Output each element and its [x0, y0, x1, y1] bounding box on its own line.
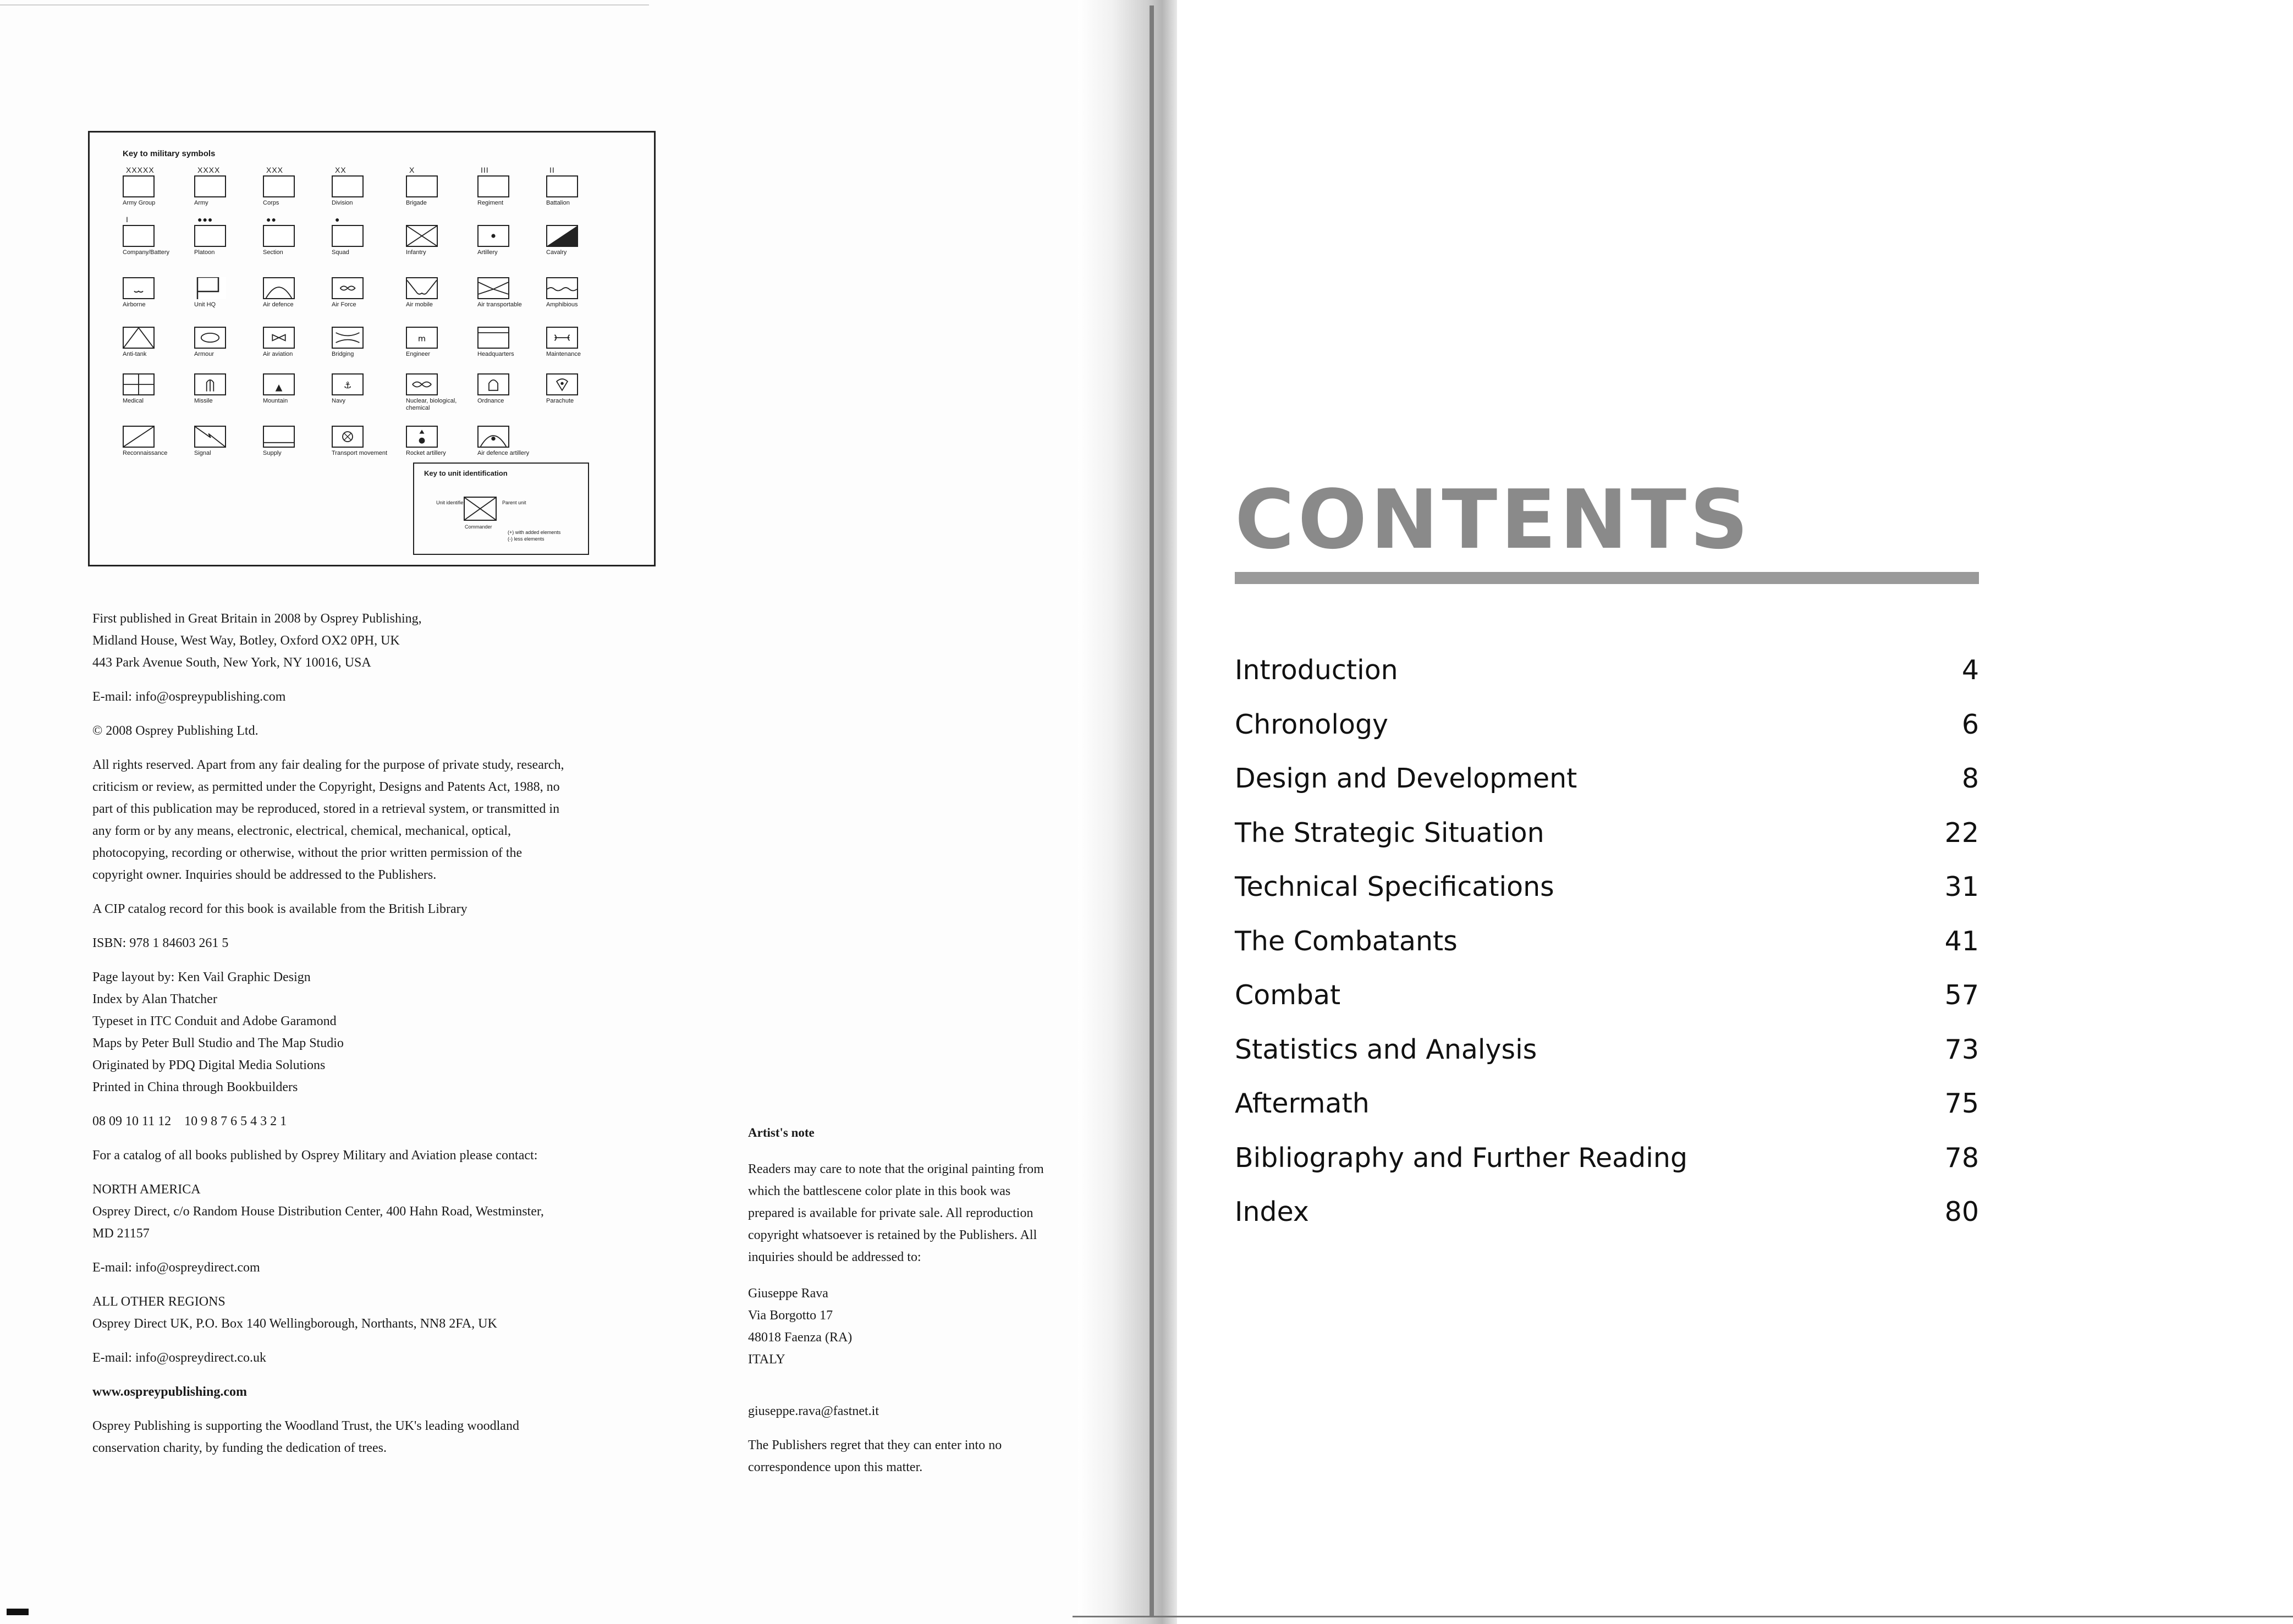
echelon-mark	[332, 317, 398, 327]
toc-entry-title: Bibliography and Further Reading	[1235, 1142, 1688, 1174]
echelon-mark	[194, 364, 260, 373]
military-symbol	[263, 317, 329, 358]
symbol-label: Air defence	[263, 301, 294, 308]
echelon-mark	[406, 215, 472, 225]
artist-address-line: 48018 Faenza (RA)	[748, 1330, 853, 1345]
toc-entry-page: 22	[1944, 817, 1979, 849]
military-symbols-key	[88, 131, 656, 566]
symbol-label: Headquarters	[477, 351, 514, 357]
symbol-frame	[123, 327, 155, 349]
rights-line: photocopying, recording or otherwise, without the prior written permission of the	[92, 846, 523, 860]
symbol-label: Division	[332, 200, 353, 206]
isbn-line: ISBN: 978 1 84603 261 5	[92, 936, 229, 950]
key-title: Key to military symbols	[123, 149, 216, 158]
echelon-mark	[546, 317, 612, 327]
military-symbol	[406, 317, 472, 358]
military-symbol	[546, 317, 612, 358]
credits-list	[92, 966, 664, 1098]
artist-address-line: Giuseppe Rava	[748, 1286, 828, 1301]
commander-label: Commander	[465, 524, 492, 530]
symbol-label: Navy	[332, 398, 346, 404]
symbol-label: Transport movement	[332, 450, 388, 456]
symbol-label: Company/Battery	[123, 249, 169, 256]
artist-note-line: inquiries should be addressed to:	[748, 1250, 921, 1264]
symbol-frame	[477, 277, 509, 299]
echelon-mark	[477, 416, 543, 426]
toc-entry-page: 31	[1944, 871, 1979, 902]
toc-entry[interactable]	[1235, 979, 1979, 1034]
military-symbol	[123, 364, 189, 405]
echelon-mark	[123, 416, 189, 426]
credit-line: Typeset in ITC Conduit and Adobe Garamond	[92, 1014, 337, 1028]
minus-note: (-) less elements	[508, 536, 545, 542]
symbol-label: Bridging	[332, 351, 354, 357]
military-symbol	[477, 416, 543, 457]
military-symbol	[194, 166, 260, 207]
symbol-label: Cavalry	[546, 249, 567, 256]
symbol-label: Corps	[263, 200, 279, 206]
toc-entry-page: 80	[1944, 1196, 1979, 1227]
military-symbol	[263, 215, 329, 256]
echelon-mark: XXXXX	[126, 166, 155, 174]
symbol-frame	[406, 225, 438, 247]
credit-line: Page layout by: Ken Vail Graphic Design	[92, 970, 311, 984]
credit-line: Printed in China through Bookbuilders	[92, 1080, 298, 1094]
military-symbol	[477, 317, 543, 358]
symbol-frame	[332, 426, 364, 448]
symbol-label: Battalion	[546, 200, 570, 206]
military-symbol	[546, 166, 612, 207]
other-regions-email: E-mail: info@ospreydirect.co.uk	[92, 1351, 267, 1365]
unit-key-symbol	[464, 497, 497, 521]
military-symbol	[332, 215, 398, 256]
echelon-mark	[546, 215, 612, 225]
echelon-mark: XXX	[266, 166, 284, 174]
symbol-label: Medical	[123, 398, 144, 404]
military-symbol	[263, 166, 329, 207]
published-line: Midland House, West Way, Botley, Oxford OX2 0PH, UK	[92, 634, 400, 648]
symbol-label: Supply	[263, 450, 282, 456]
military-symbol	[406, 215, 472, 256]
unit-key-title: Key to unit identification	[424, 469, 508, 477]
rights-line: any form or by any means, electronic, electrical, chemical, mechanical, optical,	[92, 824, 511, 838]
symbol-frame	[194, 225, 226, 247]
symbol-frame	[477, 225, 509, 247]
symbol-label: Platoon	[194, 249, 215, 256]
parent-unit-label: Parent unit	[502, 500, 526, 505]
artist-address-line: ITALY	[748, 1352, 785, 1367]
rights-paragraph	[92, 754, 664, 886]
rights-line: copyright owner. Inquiries should be addressed to the Publishers.	[92, 868, 437, 882]
echelon-mark: III	[481, 166, 489, 174]
echelon-mark	[546, 267, 612, 277]
toc-entry[interactable]	[1235, 1034, 1979, 1088]
artist-note-line: Readers may care to note that the original painting from	[748, 1162, 1044, 1176]
symbol-label: Mountain	[263, 398, 288, 404]
symbol-label: Armour	[194, 351, 215, 357]
echelon-mark	[263, 364, 329, 373]
symbol-label: Air mobile	[406, 301, 433, 308]
artist-note-line: copyright whatsoever is retained by the Publishers. All	[748, 1228, 1037, 1242]
print-line: 08 09 10 11 12 10 9 8 7 6 5 4 3 2 1	[92, 1114, 287, 1128]
echelon-mark	[406, 364, 472, 373]
military-symbol	[406, 364, 472, 412]
table-of-contents	[1235, 654, 1979, 1251]
military-symbol	[194, 416, 260, 457]
symbol-frame	[263, 426, 295, 448]
symbol-label: Army Group	[123, 200, 156, 206]
echelon-mark	[123, 267, 189, 277]
military-symbol	[263, 267, 329, 309]
echelon-mark: ●●●	[197, 215, 213, 224]
echelon-mark: ●●	[266, 215, 277, 224]
echelon-mark	[477, 215, 543, 225]
symbol-frame	[263, 175, 295, 197]
toc-entry[interactable]	[1235, 817, 1979, 872]
credit-line: Originated by PDQ Digital Media Solutions	[92, 1058, 326, 1072]
copyright-line: © 2008 Osprey Publishing Ltd.	[92, 724, 259, 738]
toc-entry-title: Chronology	[1235, 708, 1389, 740]
north-america-address: MD 21157	[92, 1226, 150, 1241]
military-symbol	[406, 267, 472, 309]
unit-identifier-label: Unit identifier	[436, 500, 465, 505]
north-america-email: E-mail: info@ospreydirect.com	[92, 1260, 260, 1275]
imprint-block	[92, 608, 664, 1459]
echelon-mark	[406, 317, 472, 327]
page-edge-top	[0, 4, 649, 5]
symbol-label: Air aviation	[263, 351, 293, 357]
symbol-label: Anti-tank	[123, 351, 147, 357]
symbol-label: Artillery	[477, 249, 498, 256]
symbol-frame	[406, 373, 438, 395]
symbol-label: Amphibious	[546, 301, 578, 308]
symbol-label: Nuclear, biological, chemical	[406, 398, 457, 411]
symbol-frame	[406, 277, 438, 299]
symbol-frame	[123, 373, 155, 395]
svg-text:⚓: ⚓	[343, 380, 352, 391]
echelon-mark: XX	[335, 166, 347, 174]
symbol-frame	[332, 175, 364, 197]
echelon-mark: XXXX	[197, 166, 221, 174]
military-symbol	[406, 166, 472, 207]
toc-entry-title: Design and Development	[1235, 763, 1577, 794]
symbol-label: Air transportable	[477, 301, 522, 308]
woodland-line: conservation charity, by funding the dedication of trees.	[92, 1441, 387, 1455]
military-symbol	[194, 267, 260, 309]
echelon-mark	[406, 267, 472, 277]
symbol-frame	[194, 426, 226, 448]
toc-entry-page: 78	[1944, 1142, 1979, 1174]
symbol-frame	[123, 277, 155, 299]
toc-entry-title: The Combatants	[1235, 925, 1458, 957]
symbol-frame	[546, 225, 578, 247]
toc-entry-page: 4	[1961, 654, 1979, 686]
page-edge-bottom	[1073, 1616, 2293, 1617]
echelon-mark	[546, 364, 612, 373]
symbol-frame	[263, 327, 295, 349]
other-regions-address: Osprey Direct UK, P.O. Box 140 Wellingborough, Northants, NN8 2FA, UK	[92, 1317, 497, 1331]
military-symbol	[546, 215, 612, 256]
military-symbol	[123, 267, 189, 309]
toc-entry[interactable]	[1235, 654, 1979, 709]
echelon-mark	[123, 364, 189, 373]
echelon-mark	[263, 267, 329, 277]
toc-entry[interactable]	[1235, 1088, 1979, 1142]
artist-note-title: Artist's note	[748, 1126, 815, 1139]
military-symbol	[477, 364, 543, 405]
symbol-frame	[546, 327, 578, 349]
echelon-mark	[477, 267, 543, 277]
military-symbol	[332, 416, 398, 457]
symbol-frame	[332, 373, 364, 395]
echelon-mark	[332, 364, 398, 373]
rights-line: All rights reserved. Apart from any fair dealing for the purpose of private study, research,	[92, 758, 564, 772]
symbol-frame	[194, 327, 226, 349]
toc-entry-title: The Strategic Situation	[1235, 817, 1544, 849]
contents-rule	[1235, 572, 1979, 584]
symbol-frame	[477, 426, 509, 448]
toc-entry[interactable]	[1235, 709, 1979, 763]
symbol-frame	[194, 175, 226, 197]
military-symbol	[123, 317, 189, 358]
symbol-label: Engineer	[406, 351, 431, 357]
website-link[interactable]: www.ospreypublishing.com	[92, 1385, 247, 1399]
symbol-frame	[194, 277, 226, 299]
symbol-label: Air defence artillery	[477, 450, 530, 456]
toc-entry-page: 75	[1944, 1088, 1979, 1119]
symbol-label: Airborne	[123, 301, 146, 308]
military-symbol	[546, 267, 612, 309]
artist-note-line: which the battlescene color plate in this book was	[748, 1184, 1011, 1198]
toc-entry-title: Technical Specifications	[1235, 871, 1554, 902]
echelon-mark	[263, 317, 329, 327]
cip-line: A CIP catalog record for this book is available from the British Library	[92, 902, 468, 916]
symbol-frame	[332, 225, 364, 247]
military-symbol	[194, 215, 260, 256]
svg-text:m: m	[417, 334, 426, 344]
credit-line: Maps by Peter Bull Studio and The Map Studio	[92, 1036, 344, 1050]
rights-line: criticism or review, as permitted under the Copyright, Designs and Patents Act, 1988, no	[92, 780, 560, 794]
regret-line: correspondence upon this matter.	[748, 1460, 923, 1474]
publisher-email: E-mail: info@ospreypublishing.com	[92, 690, 286, 704]
symbol-frame	[406, 327, 438, 349]
symbol-label: Missile	[194, 398, 213, 404]
symbol-label: Rocket artillery	[406, 450, 446, 456]
echelon-mark: X	[409, 166, 415, 174]
symbol-label: Parachute	[546, 398, 574, 404]
echelon-mark	[477, 317, 543, 327]
symbol-frame	[546, 175, 578, 197]
toc-entry[interactable]	[1235, 871, 1979, 926]
military-symbol	[332, 364, 398, 405]
military-symbol	[477, 166, 543, 207]
military-symbol	[263, 364, 329, 405]
contents-title: CONTENTS	[1235, 472, 1752, 567]
military-symbol	[477, 267, 543, 309]
toc-entry[interactable]	[1235, 926, 1979, 980]
symbol-frame	[477, 175, 509, 197]
toc-entry[interactable]	[1235, 1196, 1979, 1251]
symbol-label: Brigade	[406, 200, 427, 206]
toc-entry[interactable]	[1235, 1142, 1979, 1197]
gutter-shadow	[1150, 5, 1154, 1617]
symbol-label: Unit HQ	[194, 301, 216, 308]
symbol-label: Ordnance	[477, 398, 504, 404]
echelon-mark	[477, 364, 543, 373]
symbol-label: Section	[263, 249, 283, 256]
toc-entry-title: Statistics and Analysis	[1235, 1033, 1537, 1065]
symbol-frame	[406, 426, 438, 448]
unit-identification-key	[413, 463, 589, 555]
symbol-frame	[477, 327, 509, 349]
symbol-frame	[546, 373, 578, 395]
toc-entry-page: 57	[1944, 979, 1979, 1011]
toc-entry-title: Combat	[1235, 979, 1341, 1011]
north-america-address: Osprey Direct, c/o Random House Distribution Center, 400 Hahn Road, Westminster,	[92, 1204, 544, 1219]
symbol-frame	[194, 373, 226, 395]
published-line: First published in Great Britain in 2008 by Osprey Publishing,	[92, 612, 422, 626]
plus-note: (+) with added elements	[508, 530, 561, 535]
military-symbol	[332, 267, 398, 309]
north-america-heading: NORTH AMERICA	[92, 1182, 201, 1197]
military-symbol	[263, 416, 329, 457]
military-symbol	[194, 364, 260, 405]
symbol-label: Squad	[332, 249, 349, 256]
echelon-mark	[194, 317, 260, 327]
woodland-line: Osprey Publishing is supporting the Woodland Trust, the UK's leading woodland	[92, 1419, 519, 1433]
symbol-label: Signal	[194, 450, 211, 456]
symbol-frame	[123, 426, 155, 448]
symbol-frame	[406, 175, 438, 197]
echelon-mark	[406, 416, 472, 426]
military-symbol	[123, 215, 189, 256]
toc-entry-title: Introduction	[1235, 654, 1398, 686]
artist-note-text	[748, 1158, 1100, 1268]
echelon-mark: I	[126, 215, 129, 224]
symbol-frame	[263, 277, 295, 299]
published-line: 443 Park Avenue South, New York, NY 10016, USA	[92, 656, 371, 670]
catalog-note: For a catalog of all books published by Osprey Military and Aviation please contact:	[92, 1148, 538, 1163]
other-regions-heading: ALL OTHER REGIONS	[92, 1295, 226, 1309]
scan-corner-mark	[7, 1609, 29, 1615]
symbol-frame	[263, 373, 295, 395]
symbol-frame	[332, 277, 364, 299]
symbol-label: Army	[194, 200, 208, 206]
toc-entry-title: Index	[1235, 1196, 1309, 1227]
echelon-mark	[332, 267, 398, 277]
military-symbol	[477, 215, 543, 256]
symbol-frame	[263, 225, 295, 247]
artist-address-line: Via Borgotto 17	[748, 1308, 833, 1323]
symbol-frame	[332, 327, 364, 349]
military-symbol	[332, 166, 398, 207]
echelon-mark: ●	[335, 215, 340, 224]
toc-entry-title: Aftermath	[1235, 1088, 1370, 1119]
military-symbol	[123, 416, 189, 457]
symbol-label: Reconnaissance	[123, 450, 168, 456]
echelon-mark	[194, 267, 260, 277]
credit-line: Index by Alan Thatcher	[92, 992, 217, 1006]
military-symbol	[406, 416, 472, 457]
toc-entry-page: 8	[1961, 763, 1979, 794]
symbol-label: Regiment	[477, 200, 504, 206]
toc-entry-page: 73	[1944, 1033, 1979, 1065]
artist-note	[748, 1122, 1100, 1478]
echelon-mark	[123, 317, 189, 327]
symbol-frame	[477, 373, 509, 395]
echelon-mark: II	[549, 166, 555, 174]
artist-note-line: prepared is available for private sale. All reproduction	[748, 1206, 1033, 1220]
artist-email[interactable]: giuseppe.rava@fastnet.it	[748, 1404, 879, 1418]
regret-line: The Publishers regret that they can enter into no	[748, 1438, 1002, 1452]
echelon-mark	[263, 416, 329, 426]
symbol-frame	[546, 277, 578, 299]
toc-entry-page: 41	[1944, 925, 1979, 957]
symbol-label: Maintenance	[546, 351, 581, 357]
symbol-label: Air Force	[332, 301, 356, 308]
toc-entry[interactable]	[1235, 763, 1979, 817]
symbol-frame	[123, 225, 155, 247]
symbol-label: Infantry	[406, 249, 426, 256]
echelon-mark	[194, 416, 260, 426]
rights-line: part of this publication may be reproduced, stored in a retrieval system, or transmitted in	[92, 802, 560, 816]
military-symbol	[194, 317, 260, 358]
symbol-frame	[123, 175, 155, 197]
military-symbol	[546, 364, 612, 405]
artist-address	[748, 1282, 1100, 1370]
echelon-mark	[332, 416, 398, 426]
military-symbol	[332, 317, 398, 358]
military-symbol	[123, 166, 189, 207]
toc-entry-page: 6	[1961, 708, 1979, 740]
